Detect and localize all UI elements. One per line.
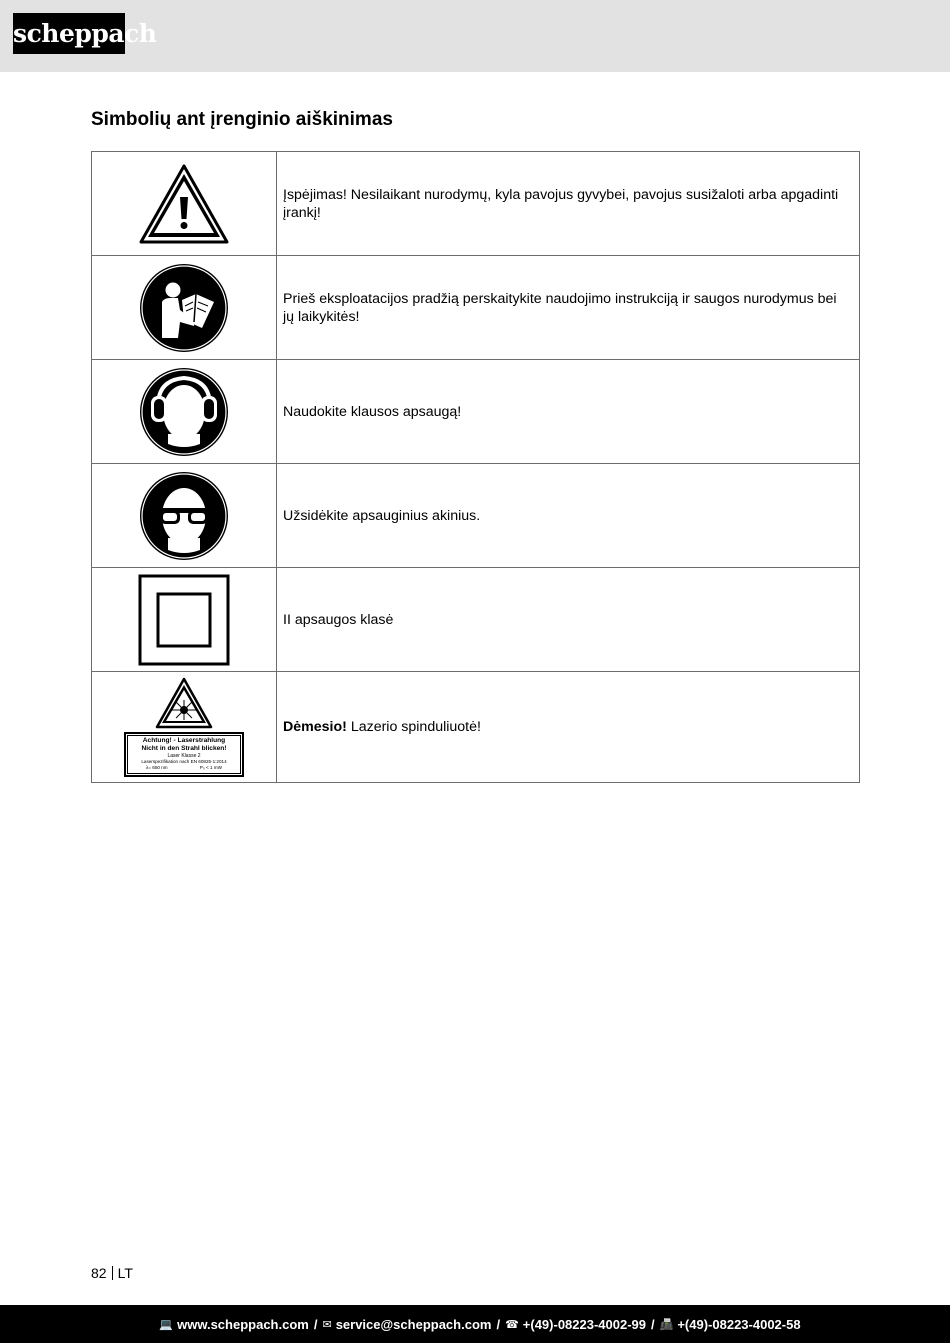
symbol-description: Užsidėkite apsauginius akinius. (277, 464, 860, 568)
laser-wavelength: λ= 650 nm (146, 765, 168, 770)
laser-label-line: Laser Klasse 2 (167, 753, 201, 759)
table-row (92, 568, 860, 672)
fax-icon: 📠 (659, 1318, 674, 1331)
mail-icon: ✉ (322, 1318, 332, 1331)
computer-icon: 💻 (159, 1318, 174, 1331)
website-link[interactable]: www.scheppach.com (177, 1316, 309, 1332)
email-link[interactable]: service@scheppach.com (335, 1316, 492, 1332)
page-number (91, 1265, 133, 1281)
hearing-protection-icon (92, 366, 276, 458)
table-row (92, 152, 860, 256)
symbols-table (91, 151, 860, 783)
brand-logo: scheppach (13, 13, 125, 54)
laser-description: Lazerio spinduliuotė! (346, 719, 481, 735)
eye-protection-icon (92, 470, 276, 562)
warning-triangle-icon (92, 163, 276, 245)
laser-label (124, 732, 244, 777)
phone-number: +(49)-08223-4002-99 (522, 1316, 647, 1332)
symbol-description: Prieš eksploatacijos pradžią perskaitykite naudojimo instrukciją ir saugos nurodymus bei jų laikykitės! (277, 256, 860, 360)
table-row (92, 256, 860, 360)
protection-class-ii-icon (92, 574, 276, 666)
symbol-description: Naudokite klausos apsaugą! (277, 360, 860, 464)
laser-warning-icon (155, 677, 213, 729)
page-number-value: 82 (91, 1265, 107, 1281)
header-bar (0, 0, 950, 72)
laser-label-line: Nicht in den Strahl blicken! (141, 745, 227, 752)
attention-label: Dėmesio! (283, 719, 347, 735)
phone-icon: ☎ (505, 1318, 519, 1331)
symbol-description: Įspėjimas! Nesilaikant nurodymų, kyla pavojus gyvybei, pavojus susižaloti arba apgadinti įrankį! (277, 152, 860, 256)
language-code: LT (117, 1265, 133, 1281)
fax-number: +(49)-08223-4002-58 (677, 1316, 801, 1332)
page-title: Simbolių ant įrenginio aiškinimas (91, 109, 393, 130)
table-row (92, 672, 860, 783)
symbol-description (277, 672, 860, 783)
symbol-description: II apsaugos klasė (277, 568, 860, 672)
footer-bar: 💻 www.scheppach.com / ✉ service@scheppach.com / ☎ +(49)-08223-4002-99 / 📠 +(49)-08223-4002-58 (0, 1305, 950, 1343)
laser-power: P₀ < 1 mW (199, 765, 222, 770)
divider (112, 1266, 113, 1280)
read-manual-icon (92, 262, 276, 354)
laser-label-line: Achtung! - Laserstrahlung (142, 737, 226, 744)
laser-label-line: Laserspezifikation nach EN 60825-1:2014 (141, 759, 227, 764)
table-row (92, 360, 860, 464)
table-row (92, 464, 860, 568)
